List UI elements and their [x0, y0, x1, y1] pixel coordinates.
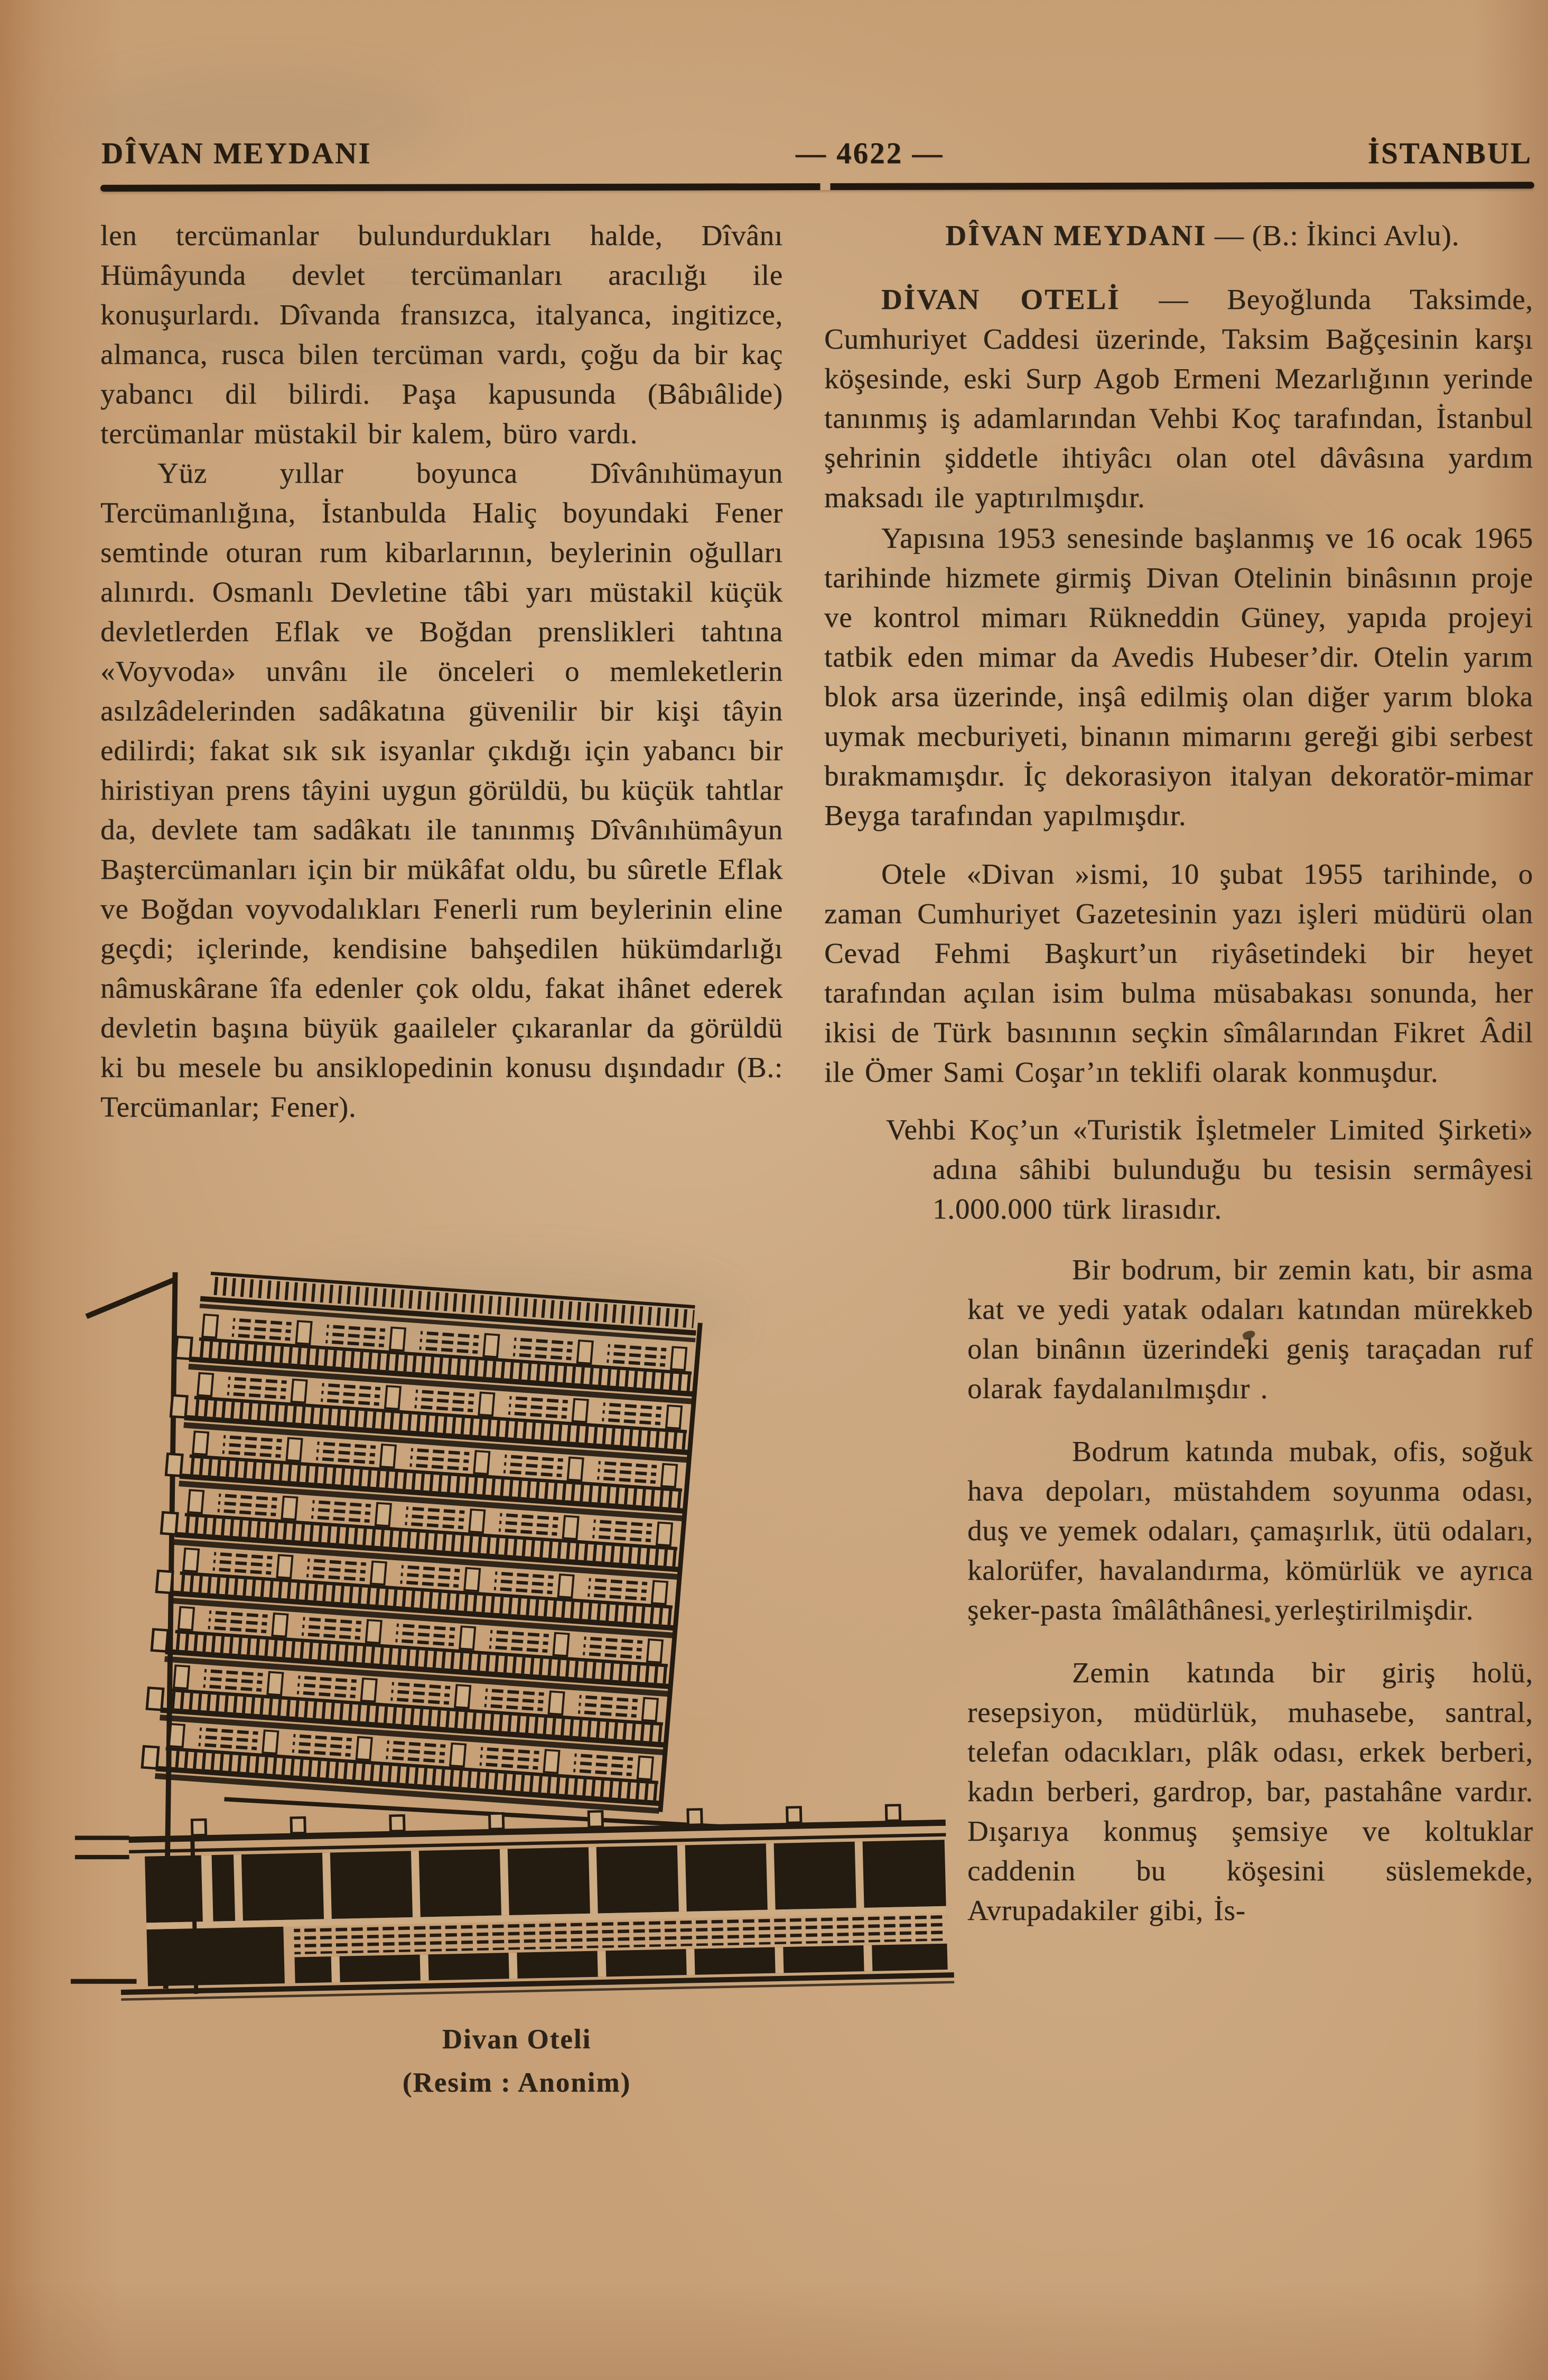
paragraph: Zemin katında bir giriş holü, resepsiyon, müdürlük, muhasebe, santral, telefan odacıkları, plâk odası, erkek berberi, kadın berberi, gardrop, bar, pastahâne vardır. Dışarıya konmuş şemsiye ve koltuklar caddenin bu köşesini süslemekde, Avrupadakiler gibi, İs-	[967, 1656, 1533, 1926]
paragraph: Yapısına 1953 senesinde başlanmış ve 16 ocak 1965 tarihinde hizmete girmiş Divan Otelinin binâsının proje ve kontrol mimarı Rükneddin Güney, yapıda projeyi tatbik eden mimar da Avedis Hubeser’dir. Otelin yarım blok arsa üzerinde, inşâ edilmiş olan diğer yarım bloka uymak mecburiyeti, binanın mimarını gereği gibi serbest bırakmamışdır. İç dekorasiyon italyan dekoratör-mimar Beyga tarafından yapılmışdır.	[824, 522, 1533, 831]
header-rule	[100, 182, 1534, 192]
entry-divan-oteli	[824, 279, 1533, 517]
paragraph: Bodrum katında mubak, ofis, soğuk hava depoları, müstahdem soyunma odası, duş ve yemek odaları, çamaşırlık, ütü odaları, kalorüfer, havalandırma, kömürlük ve ayrıca şeker-pasta îmâlâthânesi yerleştirilmişdir.	[967, 1435, 1533, 1626]
paragraph: Bir bodrum, bir zemin katı, bir asma kat ve yedi yatak odaları katından mürekkeb olan binânın üzerindeki geniş taraçadan ruf olarak faydalanılmışdır .	[967, 1253, 1533, 1404]
figure-caption	[68, 2023, 966, 2098]
entry-term: DİVAN OTELİ	[881, 283, 1121, 315]
running-header-title-right: İSTANBUL	[1367, 137, 1532, 170]
podium	[117, 1804, 954, 2001]
entry-heading-divan-meydani	[824, 215, 1533, 255]
divan-oteli-illustration	[68, 1260, 955, 2010]
entry-term: DÎVAN MEYDANI	[945, 219, 1207, 251]
tower	[141, 1270, 704, 1814]
ground-dashes	[71, 1835, 137, 1983]
two-column-body	[100, 215, 1533, 2098]
paragraph: len tercümanlar bulundurdukları halde, Dîvânı Hümâyunda devlet tercümanları aracılığı ile konuşurlardı. Dîvanda fransızca, italyanca, ingitizce, almanca, rusca bilen tercüman vardı, çoğu da bir kaç yabancı dil bilirdi. Paşa kapusunda (Bâbıâlide) tercümanlar müstakil bir kalem, büro vardı.	[100, 219, 783, 449]
running-header	[101, 136, 1532, 171]
entry-cross-reference: — (B.: İkinci Avlu).	[1215, 219, 1460, 251]
page-number: — 4622 —	[795, 137, 944, 170]
figure-divan-oteli	[68, 1260, 966, 2098]
left-column	[100, 215, 783, 2098]
paragraph: Otele «Divan »ismi, 10 şubat 1955 tarihinde, o zaman Cumhuriyet Gazetesinin yazı işleri müdürü olan Cevad Fehmi Başkurt’un riyâsetindeki bir heyet tarafından açılan isim bulma müsabakası sonunda, her ikisi de Türk basınının seçkin sîmâlarından Fikret Âdil ile Ömer Sami Coşar’ın teklifi olarak konmuşdur.	[824, 858, 1533, 1088]
paragraph: Yüz yıllar boyunca Dîvânıhümayun Tercümanlığına, İstanbulda Haliç boyundaki Fener semtinde oturan rum kibarlarının, beylerinin oğulları alınırdı. Osmanlı Devletine tâbi yarı müstakil küçük devletlerden Eflak ve Boğdan prenslikleri tahtına «Voyvoda» unvânı ile önceleri o memleketlerin asılzâdelerinden sadâkatına güvenilir bir kişi tâyin edilirdi; fakat sık sık isyanlar çıkdığı için yabancı bir hiristiyan prens tâyini uygun görüldü, bu küçük tahtlar da, devlete tam sadâkatı ile tanınmış Dîvânıhümâyun Baştercümanları için bir mükâfat oldu, bu sûretle Eflak ve Boğdan voyvodalıkları Fenerli rum beylerinin eline geçdi; içlerinde, kendisine bahşedilen hükümdarlığı nâmuskârane îfa edenler çok oldu, fakat ihânet ederek devletin başına büyük gaaileler çıkaranlar da görüldü ki bu mesele bu ansiklopedinin konusu dışındadır (B.: Tercümanlar; Fener).	[100, 457, 783, 1123]
figure-caption-title: Divan Oteli	[442, 2024, 592, 2055]
figure-caption-credit: (Resim : Anonim)	[402, 2067, 631, 2098]
entry-text: — Beyoğlunda Taksimde, Cumhuriyet Caddesi üzerinde, Taksim Bağçesinin karşı köşesinde, eski Surp Agob Ermeni Mezarlığının yerinde tanınmış iş adamlarından Vehbi Koç tarafından, İstanbul şehrinin şiddetle ihtiyâcı olan otel dâvâsına yardım maksadı ile yaptırılmışdır.	[824, 283, 1533, 513]
paragraph: Vehbi Koç’un «Turistik İşletmeler Limited Şirketi» adına sâhibi bulunduğu bu tesisin sermâyesi 1.000.000 türk lirasıdır.	[886, 1113, 1533, 1225]
running-header-title-left: DÎVAN MEYDANI	[101, 137, 372, 170]
